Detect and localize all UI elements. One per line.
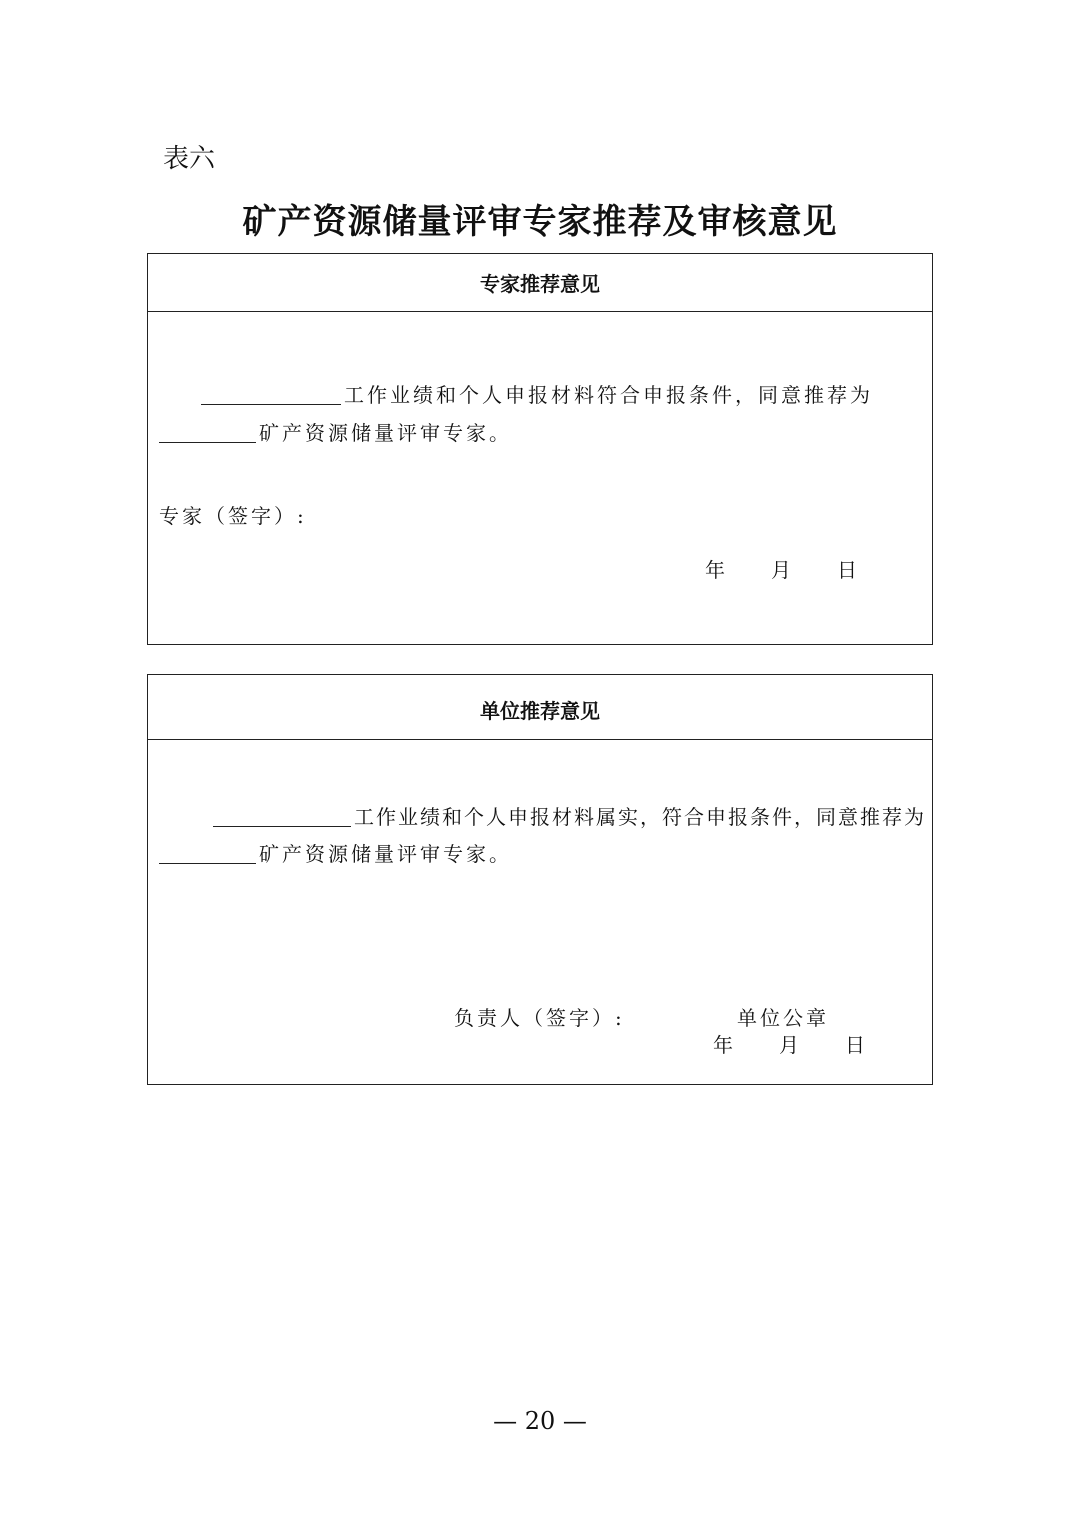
responsible-person-signature-label: 负责人（签字）: (454, 1006, 625, 1030)
unit-seal-label: 单位公章 (737, 1006, 829, 1030)
unit-statement-line-1: 工作业绩和个人申报材料属实，符合申报条件，同意推荐为 (354, 805, 926, 829)
expert-signature-label: 专家（签字）: (159, 504, 307, 528)
name-blank-line (201, 404, 341, 405)
document-title: 矿产资源储量评审专家推荐及审核意见 (242, 202, 838, 242)
date-year: 年 (705, 558, 728, 582)
date-year: 年 (713, 1033, 736, 1057)
specialty-blank-line (159, 442, 256, 443)
date-day: 日 (837, 558, 860, 582)
page-number: — 20 — (493, 1407, 587, 1435)
expert-statement-line-1: 工作业绩和个人申报材料符合申报条件，同意推荐为 (344, 383, 873, 407)
expert-statement-line-2: 矿产资源储量评审专家。 (259, 421, 512, 445)
unit-recommendation-box (147, 674, 933, 1085)
table-label: 表六 (163, 144, 216, 174)
date-month: 月 (771, 558, 794, 582)
unit-section-header: 单位推荐意见 (148, 675, 932, 740)
name-blank-line (213, 826, 351, 827)
specialty-blank-line (159, 863, 256, 864)
date-day: 日 (845, 1033, 868, 1057)
expert-section-header: 专家推荐意见 (148, 254, 932, 312)
date-month: 月 (779, 1033, 802, 1057)
expert-recommendation-box (147, 253, 933, 645)
unit-statement-line-2: 矿产资源储量评审专家。 (259, 842, 512, 866)
